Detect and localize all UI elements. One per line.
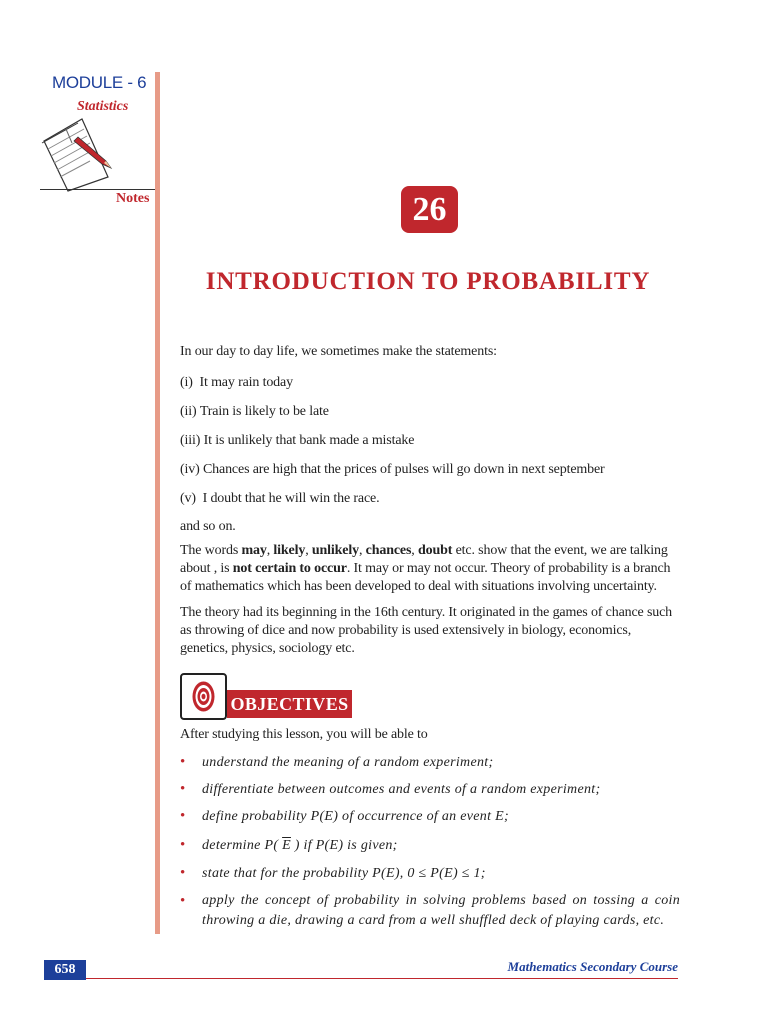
- keyword: not certain to occur: [232, 561, 347, 576]
- keyword: doubt: [417, 543, 453, 558]
- notes-label: Notes: [116, 191, 150, 206]
- footer-divider: [86, 978, 678, 979]
- and-so-on-text: and so on.: [180, 519, 236, 534]
- paragraph-history: The theory had its beginning in the 16th century. It originated in the games of chance such as throwing of dice and now probability is used extensively in biology, economics, genetics, physics, sociology etc.: [180, 605, 673, 656]
- complement-symbol: $\overline{E}$: [282, 838, 291, 853]
- statement-number: (iv): [180, 462, 200, 477]
- statement-text: It is unlikely that bank made a mistake: [203, 433, 415, 448]
- statement-number: (ii): [180, 404, 197, 419]
- statement-number: (iii): [180, 433, 201, 448]
- statement-item: [180, 432, 680, 450]
- statement-item: [180, 490, 680, 508]
- footer-course-title: Mathematics Secondary Course: [507, 959, 678, 974]
- statement-number: (v): [180, 491, 196, 506]
- notes-divider: [40, 189, 155, 190]
- objective-item: • define probability P(E) of occurrence of an event E;: [180, 808, 509, 824]
- objective-item: • apply the concept of probability in solving problems based on tossing a coin throwing a die, drawing a card from a well shuffled deck of playing cards, etc.: [180, 891, 680, 931]
- statement-text: Train is likely to be late: [199, 404, 329, 419]
- bullet-icon: •: [180, 781, 186, 797]
- notebook-pencil-icon: [38, 113, 118, 193]
- objectives-heading: OBJECTIVES: [227, 690, 352, 718]
- objective-item: • understand the meaning of a random experiment;: [180, 754, 494, 770]
- statement-text: I doubt that he will win the race.: [202, 491, 380, 506]
- bullet-icon: •: [180, 893, 186, 909]
- statement-text: It may rain today: [199, 375, 293, 390]
- margin-rule: [155, 72, 160, 934]
- keyword: unlikely: [311, 543, 359, 558]
- statement-item: [180, 461, 680, 479]
- chapter-number-badge: 26: [401, 186, 458, 233]
- objectives-lead: After studying this lesson, you will be able to: [180, 727, 428, 742]
- statement-item: [180, 403, 680, 421]
- section-label: Statistics: [77, 99, 129, 114]
- bullet-icon: •: [180, 865, 186, 881]
- keyword: chances: [365, 543, 412, 558]
- statement-text: Chances are high that the prices of pulses will go down in next september: [202, 462, 605, 477]
- objective-item: • differentiate between outcomes and events of a random experiment;: [180, 781, 601, 797]
- keyword: likely: [273, 543, 306, 558]
- page-number: 658: [44, 960, 86, 980]
- bullet-icon: •: [180, 754, 186, 770]
- bullet-icon: •: [180, 837, 186, 853]
- chapter-title: INTRODUCTION TO PROBABILITY: [205, 268, 651, 295]
- intro-text: In our day to day life, we sometimes make the statements:: [180, 344, 497, 359]
- bullet-icon: •: [180, 808, 186, 824]
- objective-item: • determine P( $\overline{E}$ ) if P(E) is given;: [180, 837, 398, 853]
- objective-item: • state that for the probability P(E), 0 ≤ P(E) ≤ 1;: [180, 865, 486, 881]
- statement-item: [180, 374, 680, 392]
- paragraph-words: The words may, likely, unlikely, chances, doubt etc. show that the event, we are talking about , is not certain to occur. It may or may not occur. Theory of probability is a branch of mathematics which has been developed to deal with situations involving uncertainty.: [180, 543, 671, 594]
- statement-number: (i): [180, 375, 193, 390]
- objectives-icon-box: [180, 673, 227, 720]
- module-title: MODULE - 6: [52, 73, 147, 92]
- keyword: may: [241, 543, 267, 558]
- target-icon: [182, 675, 225, 718]
